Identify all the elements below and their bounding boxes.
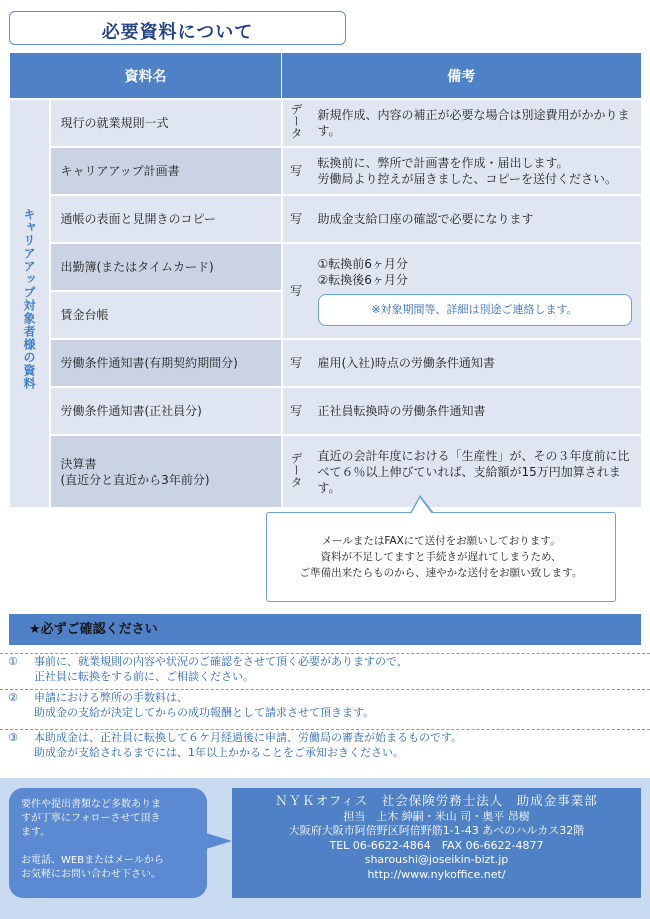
document-note: 雇用(入社)時点の労働条件通知書 xyxy=(310,339,641,387)
column-header-note: 備考 xyxy=(282,53,641,99)
office-email[interactable]: sharoushi@joseikin-bizt.jp xyxy=(364,853,509,866)
document-name: 通帳の表面と見開きのコピー xyxy=(50,195,282,243)
office-phone: TEL 06-6622-4864 FAX 06-6622-4877 xyxy=(329,838,544,852)
document-note: 転換前に、弊所で計画書を作成・届出します。 労働局より控えが届きました、コピーを送付ください。 xyxy=(310,147,641,195)
callout-line: ご準備出来たらものから、速やかな送付をお願い致します。 xyxy=(299,567,583,579)
confirm-item: ② 申請における弊所の手数料は、 助成金の支給が決定してからの成功報酬として請求させて頂きます。 xyxy=(0,689,650,719)
side-label: キャリアアップ対象者様の資料 xyxy=(22,207,36,390)
document-name: 労働条件通知書(正社員分) xyxy=(50,387,282,435)
office-info xyxy=(232,788,641,898)
document-type-mark: データ xyxy=(282,435,310,507)
document-type-mark: 写 xyxy=(282,339,310,387)
bubble-tail xyxy=(206,833,232,849)
attendance-note: ①転換前6ヶ月分 ②転換後6ヶ月分 ※対象期間等、詳細は別途ご連絡します。 xyxy=(310,243,641,339)
callout-line: メールまたはFAXにて送付をお願いしております。 xyxy=(321,535,561,547)
confirm-item: ③ 本助成金は、正社員に転換して６ケ月経過後に申請、労働局の審査が始まるものです。 助成金が支給されるまでには、1年以上かかることをご承知おきください。 xyxy=(0,729,650,759)
office-address: 大阪府大阪市阿倍野区阿倍野筋1-1-43 あべのハルカス32階 xyxy=(288,824,585,837)
document-name: キャリアアップ計画書 xyxy=(50,147,282,195)
table-row xyxy=(10,147,641,195)
confirm-item: ① 事前に、就業規則の内容や状況のご確認をさせて頂く必要がありますので、 正社員に転換をする前に、ご相談ください。 xyxy=(0,653,650,683)
table-row xyxy=(10,435,641,507)
document-note: 正社員転換時の労働条件通知書 xyxy=(310,387,641,435)
document-type-mark: 写 xyxy=(282,243,310,339)
table-row xyxy=(10,243,641,291)
attendance-sub-note: ※対象期間等、詳細は別途ご連絡します。 xyxy=(318,294,632,326)
table-row xyxy=(10,387,641,435)
office-url[interactable]: http://www.nykoffice.net/ xyxy=(367,867,506,881)
document-name: 決算書 (直近分と直近から3年前分) xyxy=(50,435,282,507)
contact-bubble: 要件や提出書類など多数ありま すが丁寧にフォローさせて頂き ます。 お電話、WEBまたはメールから お気軽にお問い合わせ下さい。 xyxy=(9,788,207,898)
document-name: 現行の就業規則一式 xyxy=(50,99,282,147)
document-note: 助成金支給口座の確認で必要になります xyxy=(310,195,641,243)
table-row xyxy=(10,99,641,147)
submission-callout xyxy=(266,512,616,602)
page-title: 必要資料について xyxy=(101,22,254,43)
document-type-mark: データ xyxy=(282,99,310,147)
table-row xyxy=(10,339,641,387)
column-header-document: 資料名 xyxy=(10,53,282,99)
office-name: ＮＹＫオフィス 社会保険労務士法人 助成金事業部 xyxy=(275,793,598,808)
document-note: 新規作成、内容の補正が必要な場合は別途費用がかかります。 xyxy=(310,99,641,147)
document-name: 賃金台帳 xyxy=(50,291,282,339)
document-name: 労働条件通知書(有期契約期間分) xyxy=(50,339,282,387)
required-documents-table xyxy=(9,53,641,507)
document-type-mark: 写 xyxy=(282,195,310,243)
title-box xyxy=(9,11,346,45)
side-label-cell xyxy=(10,99,50,507)
callout-line: 資料が不足してますと手続きが遅れてしまうため、 xyxy=(320,551,562,563)
document-type-mark: 写 xyxy=(282,387,310,435)
document-type-mark: 写 xyxy=(282,147,310,195)
confirm-heading: ★必ずご確認ください xyxy=(9,614,641,645)
table-row xyxy=(10,195,641,243)
document-note: 直近の会計年度における「生産性」が、その３年度前に比べて６％以上伸びていれば、支給額が15万円加算されます。 xyxy=(310,435,641,507)
document-name: 出勤簿(またはタイムカード) xyxy=(50,243,282,291)
callout-tail-fill xyxy=(411,498,432,514)
office-staff: 担当 上木 紳嗣・米山 司・奥平 昂樹 xyxy=(343,809,530,823)
